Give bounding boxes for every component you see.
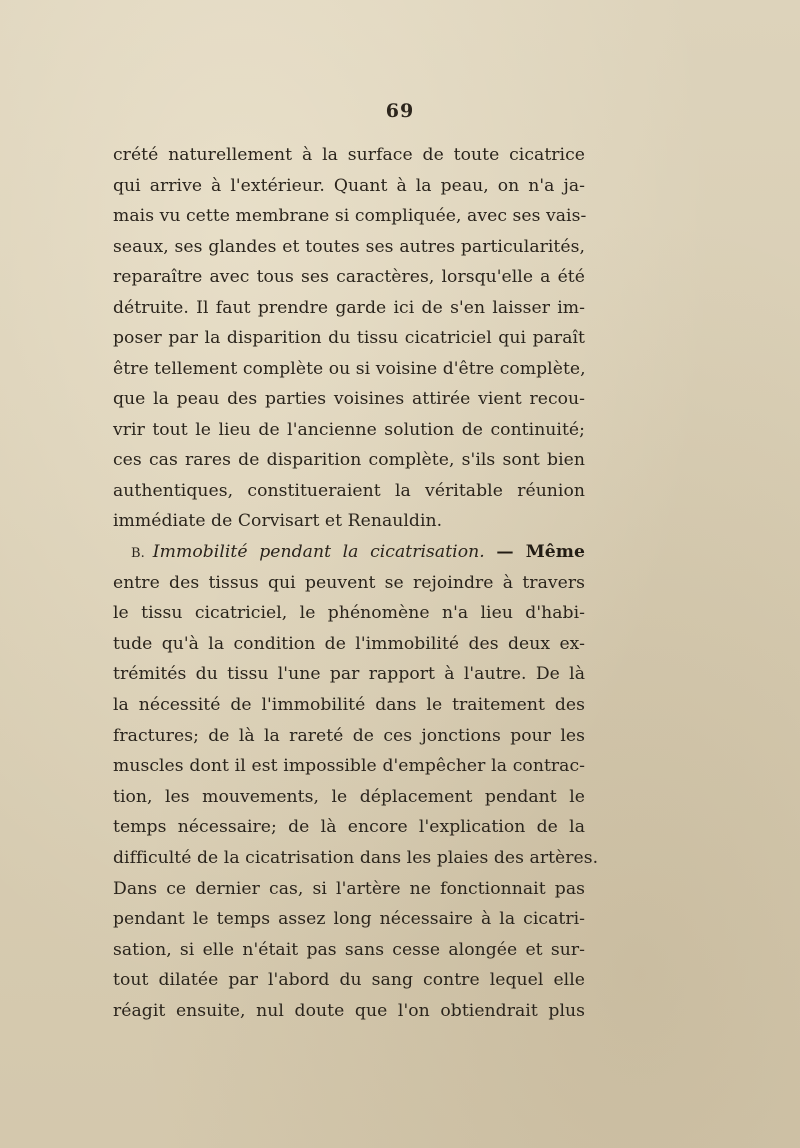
text-line: reparaître avec tous ses caractères, lorsqu'elle a été: [113, 267, 585, 287]
text-line: sation, si elle n'était pas sans cesse alongée et sur-: [113, 939, 585, 960]
section-heading: Immobilité pendant la cicatrisation.: [152, 542, 485, 562]
text-line: entre des tissus qui peuvent se rejoindre à travers: [113, 572, 585, 593]
paragraph-1: [113, 140, 585, 537]
text-line: tude qu'à la condition de l'immobilité des deux ex-: [113, 633, 585, 654]
section-heading-continuation: — Même: [496, 542, 586, 562]
section-heading-line: [113, 537, 585, 568]
text-line: mais vu cette membrane si compliquée, avec ses vais-: [113, 206, 587, 226]
text-line: réagit ensuite, nul doute que l'on obtiendrait plus: [113, 1000, 585, 1021]
text-line: crété naturellement à la surface de toute cicatrice: [113, 145, 585, 165]
text-line: immédiate de Corvisart et Renauldin.: [113, 511, 443, 531]
section-letter: B.: [131, 546, 145, 561]
text-line: Dans ce dernier cas, si l'artère ne fonctionnait pas: [113, 878, 585, 899]
text-line: vrir tout le lieu de l'ancienne solution de continuité;: [113, 419, 585, 440]
text-line: être tellement complète ou si voisine d'être complète,: [113, 358, 586, 379]
text-line: le tissu cicatriciel, le phénomène n'a lieu d'habi-: [113, 603, 585, 624]
text-line: poser par la disparition du tissu cicatriciel qui paraît: [113, 328, 585, 348]
text-line: authentiques, constitueraient la véritable réunion: [113, 480, 585, 501]
text-line: fractures; de là la rareté de ces jonctions pour les: [113, 725, 585, 746]
text-line: qui arrive à l'extérieur. Quant à la peau, on n'a ja-: [113, 175, 585, 196]
text-line: ces cas rares de disparition complète, s'ils sont bien: [113, 450, 585, 470]
text-line: seaux, ses glandes et toutes ses autres particularités,: [113, 236, 585, 257]
text-line: la nécessité de l'immobilité dans le traitement des: [113, 694, 585, 715]
paragraph-2: [113, 537, 599, 1027]
text-line: pendant le temps assez long nécessaire à la cicatri-: [113, 909, 585, 930]
page-number: 69: [385, 100, 415, 122]
text-line: détruite. Il faut prendre garde ici de s'en laisser im-: [113, 297, 585, 318]
text-line: tout dilatée par l'abord du sang contre lequel elle: [113, 970, 585, 991]
text-line: que la peau des parties voisines attirée vient recou-: [113, 389, 585, 409]
text-line: difficulté de la cicatrisation dans les plaies des artères.: [113, 847, 599, 868]
text-line: trémités du tissu l'une par rapport à l'autre. De là: [113, 664, 585, 685]
text-line: tion, les mouvements, le déplacement pendant le: [113, 786, 585, 807]
text-line: muscles dont il est impossible d'empêcher la contrac-: [113, 756, 585, 777]
text-line: temps nécessaire; de là encore l'explication de la: [113, 817, 585, 838]
